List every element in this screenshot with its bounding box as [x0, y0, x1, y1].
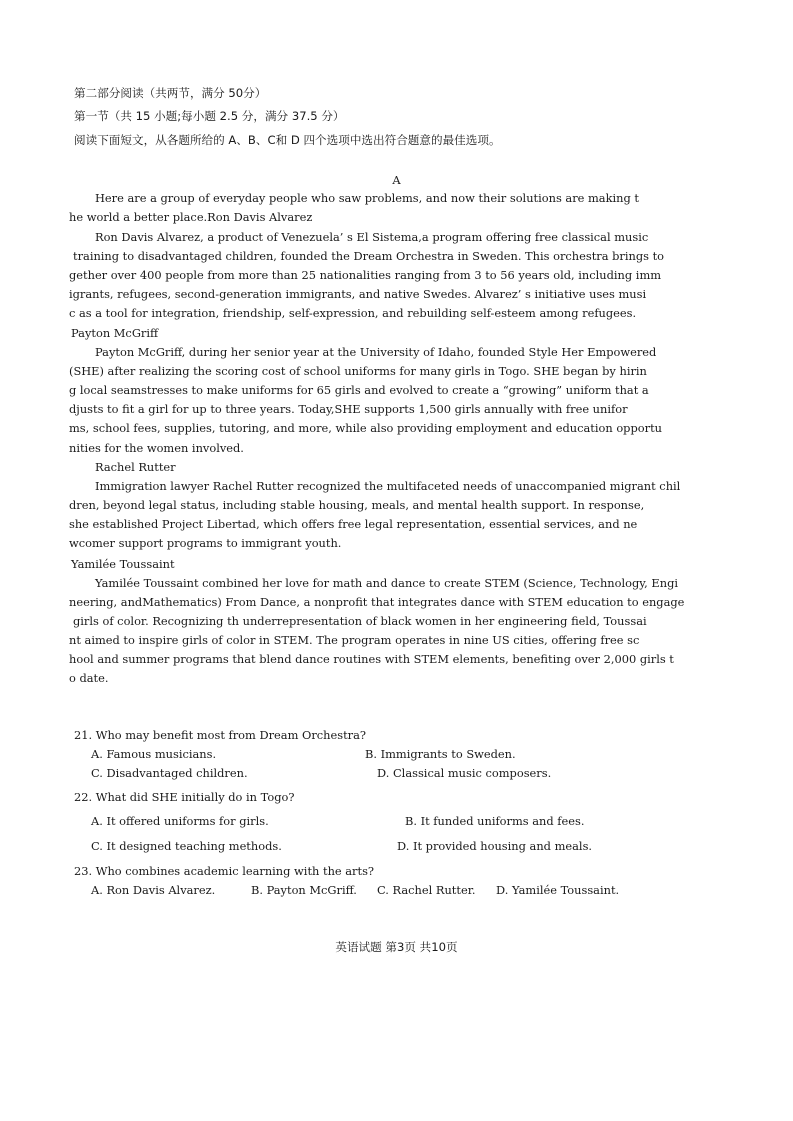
- passage-line: dren, beyond legal status, including stable housing, meals, and mental health support. In response,: [69, 498, 645, 512]
- question-23-option-b: B. Payton McGriff.: [251, 883, 357, 897]
- page-footer: 英语试题 第3页 共10页: [335, 940, 458, 954]
- question-21-option-a: A. Famous musicians.: [91, 747, 217, 761]
- question-21-option-d: D. Classical music composers.: [377, 766, 552, 780]
- passage-line: c as a tool for integration, friendship, self-expression, and rebuilding self-esteem among refugees.: [69, 306, 637, 320]
- question-22-option-c: C. It designed teaching methods.: [91, 839, 282, 853]
- passage-line: wcomer support programs to immigrant youth.: [69, 536, 342, 550]
- subheading-rachel: Rachel Rutter: [95, 460, 176, 474]
- question-21-stem: 21. Who may benefit most from Dream Orchestra?: [74, 728, 366, 742]
- passage-line: gether over 400 people from more than 25 nationalities ranging from 3 to 56 years old, including imm: [69, 268, 662, 282]
- passage-line: neering, andMathematics) From Dance, a nonprofit that integrates dance with STEM education to engage: [69, 595, 685, 609]
- passage-line: igrants, refugees, second-generation immigrants, and native Swedes. Alvarez’ s initiative uses musi: [69, 287, 647, 301]
- passage-line: Here are a group of everyday people who saw problems, and now their solutions are making t: [95, 191, 639, 205]
- question-22-stem: 22. What did SHE initially do in Togo?: [74, 790, 295, 804]
- passage-line: training to disadvantaged children, founded the Dream Orchestra in Sweden. This orchestra brings to: [73, 249, 665, 263]
- passage-line: Immigration lawyer Rachel Rutter recognized the multifaceted needs of unaccompanied migrant chil: [95, 479, 681, 493]
- passage-line: she established Project Libertad, which offers free legal representation, essential services, and ne: [69, 517, 638, 531]
- question-21-option-c: C. Disadvantaged children.: [91, 766, 248, 780]
- section-heading: 第二部分阅读（共两节，满分 50分）: [74, 86, 267, 100]
- question-23-option-c: C. Rachel Rutter.: [377, 883, 476, 897]
- passage-line: hool and summer programs that blend dance routines with STEM elements, benefiting over 2,000 girls t: [69, 652, 674, 666]
- passage-line: Yamilée Toussaint combined her love for math and dance to create STEM (Science, Technology, Engi: [95, 576, 679, 590]
- question-22-option-b: B. It funded uniforms and fees.: [405, 814, 585, 828]
- question-21-option-b: B. Immigrants to Sweden.: [365, 747, 516, 761]
- passage-label: A: [392, 173, 401, 187]
- question-22-option-d: D. It provided housing and meals.: [397, 839, 593, 853]
- passage-line: nities for the women involved.: [69, 441, 244, 455]
- question-22-option-a: A. It offered uniforms for girls.: [91, 814, 269, 828]
- question-23-option-d: D. Yamilée Toussaint.: [496, 883, 620, 897]
- passage-line: g local seamstresses to make uniforms for 65 girls and evolved to create a “growing” uniform that a: [69, 383, 649, 397]
- subsection-heading: 第一节（共 15 小题;每小题 2.5 分，满分 37.5 分）: [74, 109, 345, 123]
- passage-line: Payton McGriff, during her senior year at the University of Idaho, founded Style Her Empowered: [95, 345, 657, 359]
- question-23-option-a: A. Ron Davis Alvarez.: [91, 883, 216, 897]
- passage-line: o date.: [69, 671, 109, 685]
- question-23-stem: 23. Who combines academic learning with the arts?: [74, 864, 375, 878]
- subheading-yamilee: Yamilée Toussaint: [71, 557, 175, 571]
- passage-line: (SHE) after realizing the scoring cost of school uniforms for many girls in Togo. SHE began by hirin: [69, 364, 647, 378]
- instruction-text: 阅读下面短文，从各题所给的 A、B、C和 D 四个选项中选出符合题意的最佳选项。: [74, 133, 501, 147]
- passage-line: djusts to fit a girl for up to three years. Today,SHE supports 1,500 girls annually with free unifor: [69, 402, 628, 416]
- passage-line: Ron Davis Alvarez, a product of Venezuela’ s El Sistema,a program offering free classical music: [95, 230, 649, 244]
- passage-line: nt aimed to inspire girls of color in STEM. The program operates in nine US cities, offering free sc: [69, 633, 640, 647]
- passage-line: girls of color. Recognizing th underrepresentation of black women in her engineering field, Toussai: [73, 614, 647, 628]
- passage-line: ms, school fees, supplies, tutoring, and more, while also providing employment and education opportu: [69, 421, 662, 435]
- subheading-payton: Payton McGriff: [71, 326, 159, 340]
- passage-line: he world a better place.Ron Davis Alvarez: [69, 210, 313, 224]
